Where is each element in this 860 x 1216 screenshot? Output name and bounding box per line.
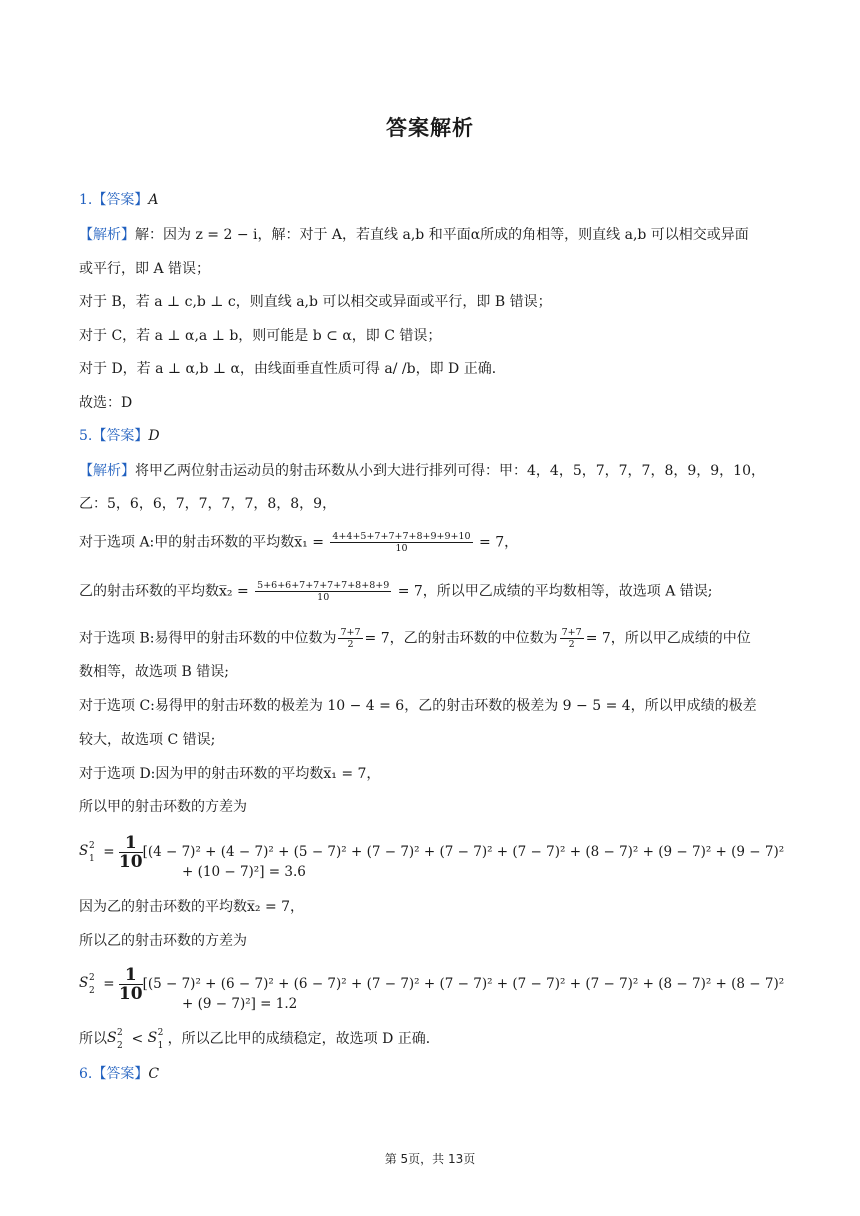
variance-2-fraction [119,966,143,1003]
fraction-denominator: 2 [347,639,354,650]
q5-answer-line [79,426,160,446]
q5-analysis-line-10: 所以甲的射击环数的方差为 [79,799,247,815]
s1-squared: S 2 1 [79,841,95,864]
q5-analysis-line-9: 对于选项 D:因为甲的射击环数的平均数x̅₁ = 7， [79,766,381,782]
page-footer: 第 5页，共 13页 [384,1152,476,1166]
conclusion-text: ，所以乙比甲的成绩稳定，故选项 D 正确． [167,1031,440,1047]
q6-answer: C [148,1066,160,1082]
q5-answer: D [148,428,160,444]
q1-analysis-line-3: 对于 B，若 a ⊥ c,b ⊥ c，则直线 a,b 可以相交或异面或平行，即 B 错误； [79,294,552,310]
q5-mean-a-result: = 7， [479,534,519,551]
q5-analysis-line-6: 数相等，故选项 B 错误; [79,664,229,680]
q5-mean-a-fraction [330,531,472,554]
q5-analysis-tag: 【解析】 [79,463,135,479]
q5-analysis-line-8: 较大，故选项 C 错误; [79,732,216,748]
fraction-denominator: 10 [317,592,330,603]
q1-analysis-line-2: 或平行，即 A 错误； [79,261,211,277]
s2-squared-inline: S 2 2 [107,1028,123,1051]
q5-text-1: 将甲乙两位射击运动员的射击环数从小到大进行排列可得：甲：4，4，5，7，7，7，8，9，9，10， [135,463,765,479]
q5-analysis-line-12: 所以乙的射击环数的方差为 [79,933,247,949]
q5-number: 5. [79,428,93,444]
s2-squared: S 2 2 [79,973,95,996]
q5-median-a-fraction [338,627,362,650]
q5-analysis-line-2: 乙：5，6，6，7，7，7，7，8，8，9， [79,496,337,512]
fraction-numerator: 1 [119,966,143,985]
q1-analysis-line-1 [79,225,749,245]
fraction-denominator: 10 [118,852,143,872]
q5-median-b-fraction [560,627,584,650]
page-title: 答案解析 [386,116,474,140]
fraction-numerator: 1 [119,834,143,853]
less-than-sign: < [127,1031,148,1047]
q5-conclusion [79,1029,440,1049]
q5-median-line [79,627,751,650]
s1-squared-inline: S 2 1 [147,1028,164,1051]
q1-analysis-tag: 【解析】 [79,227,135,243]
equals-sign: = [103,844,115,860]
q6-answer-line [79,1064,159,1084]
equals-sign: = [103,976,115,992]
q1-analysis-line-6: 故选：D [79,395,133,411]
fraction-numerator: 4+4+5+7+7+7+8+9+9+10 [332,531,471,542]
q1-text-1: 解：因为 z = 2 − i，解：对于 A，若直线 a,b 和平面α所成的角相等，则直线 a,b 可以相交或异面 [135,227,749,243]
fraction-denominator: 10 [395,543,408,554]
fraction-numerator: 5+6+6+7+7+7+7+8+8+9 [257,580,390,591]
fraction-denominator: 10 [118,984,143,1004]
q5-mean-b-line [79,580,713,603]
q5-median-label-a: 对于选项 B:易得甲的射击环数的中位数为 [79,630,337,647]
conclusion-prefix: 所以 [79,1031,107,1047]
q5-mean-b-fraction [255,580,391,603]
q1-analysis-line-5: 对于 D，若 a ⊥ α,b ⊥ α，由线面垂直性质可得 a/ /b，即 D 正确． [79,361,506,377]
fraction-numerator: 7+7 [340,627,361,638]
q6-answer-tag: 【答案】 [92,1066,149,1082]
variance-2-sum: [(5 − 7)² + (6 − 7)² + (6 − 7)² + (7 − 7)² + (7 − 7)² + (7 − 7)² + (7 − 7)² + (8 − 7)² + (8 − 7)² [142,976,785,992]
q5-median-label-c: = 7，所以甲乙成绩的中位 [585,630,751,647]
fraction-denominator: 2 [568,639,575,650]
q5-analysis-line-1 [79,461,765,481]
variance-1-tail: + (10 − 7)²] = 3.6 [182,864,306,880]
q5-median-label-b: = 7，乙的射击环数的中位数为 [364,630,558,647]
variance-1-sum: [(4 − 7)² + (4 − 7)² + (5 − 7)² + (7 − 7)² + (7 − 7)² + (7 − 7)² + (8 − 7)² + (9 − 7)² + (9 − 7)² [142,844,785,860]
variance-1-fraction [119,834,143,871]
q1-analysis-line-4: 对于 C，若 a ⊥ α,a ⊥ b，则可能是 b ⊂ α，即 C 错误； [79,328,442,344]
q5-mean-b-result: = 7，所以甲乙成绩的平均数相等，故选项 A 错误; [397,583,713,600]
q5-mean-b-label: 乙的射击环数的平均数x̅₂ = [79,583,249,600]
q6-number: 6. [79,1066,93,1082]
q1-number: 1. [79,192,93,208]
q5-mean-a-label: 对于选项 A:甲的射击环数的平均数x̅₁ = [79,534,324,551]
q5-analysis-line-7: 对于选项 C:易得甲的射击环数的极差为 10 − 4 = 6，乙的射击环数的极差为 9 − 5 = 4，所以甲成绩的极差 [79,698,757,714]
q5-answer-tag: 【答案】 [92,428,149,444]
q1-answer-line [79,190,158,210]
q5-mean-a-line [79,531,518,554]
q1-answer: A [148,192,159,208]
variance-2-tail: + (9 − 7)²] = 1.2 [182,996,298,1012]
q5-analysis-line-11: 因为乙的射击环数的平均数x̅₂ = 7， [79,899,305,915]
q1-answer-tag: 【答案】 [92,192,149,208]
fraction-numerator: 7+7 [561,627,582,638]
